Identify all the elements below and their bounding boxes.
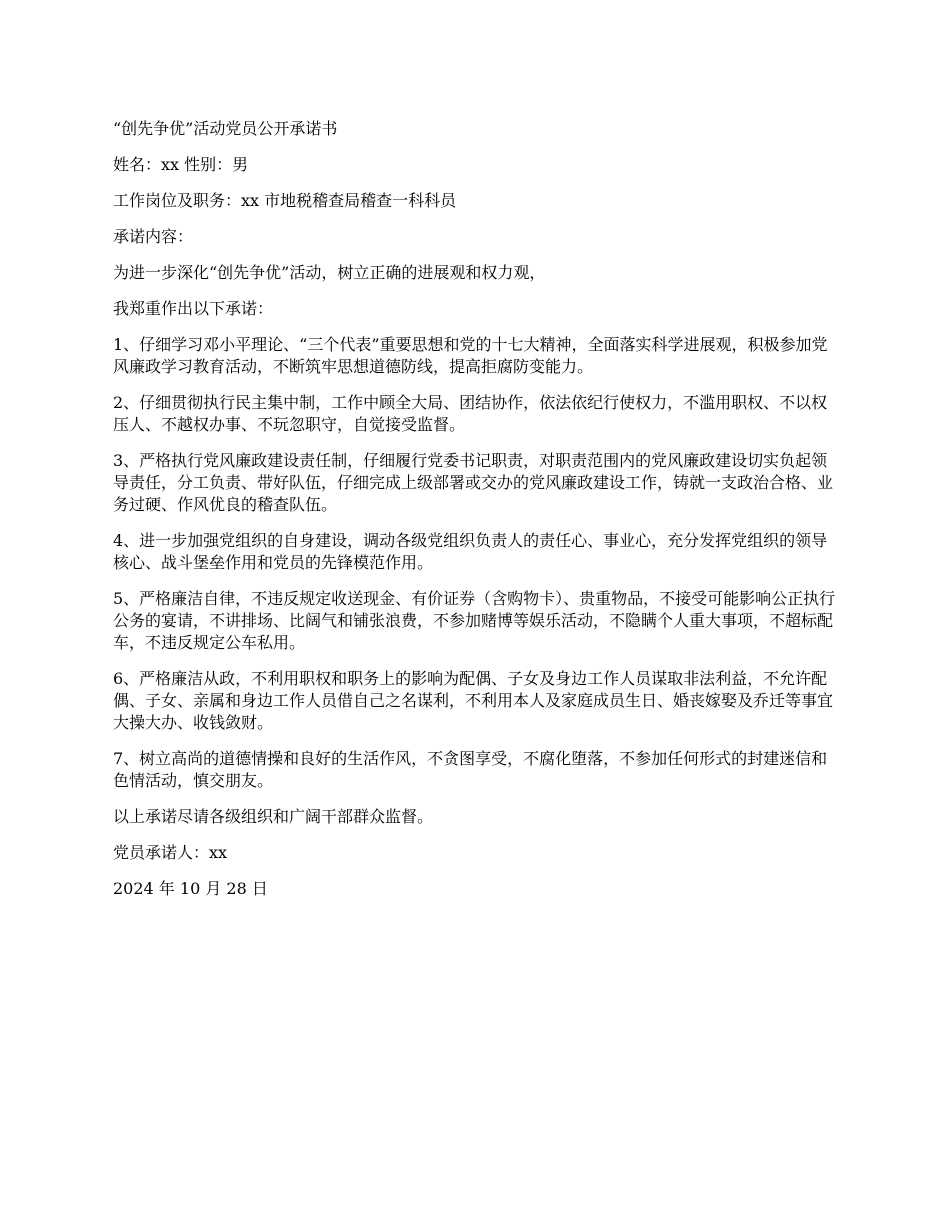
promise-item-3: 3、严格执行党风廉政建设责任制，仔细履行党委书记职责，对职责范围内的党风廉政建设切实负起领导责任，分工负责、带好队伍，仔细完成上级部署或交办的党风廉政建设工作，铸就一支政治合格、业务过硬、作风优良的稽查队伍。 [113,451,834,514]
signer-line: 党员承诺人：xx [113,843,228,862]
document-title: “创先争优”活动党员公开承诺书 [113,119,338,138]
promise-item-5: 5、严格廉洁自律，不违反规定收送现金、有价证券（含购物卡）、贵重物品，不接受可能影响公正执行公务的宴请，不讲排场、比阔气和铺张浪费，不参加赌博等娱乐活动，不隐瞒个人重大事项，不超标配车，不违反规定公车私用。 [113,589,836,652]
name-gender-line: 姓名：xx 性别：男 [113,155,249,174]
position-line: 工作岗位及职务：xx 市地税稽查局稽查一科科员 [113,191,457,210]
content-heading: 承诺内容： [113,227,194,246]
promise-item-2: 2、仔细贯彻执行民主集中制，工作中顾全大局、团结协作，依法依纪行使权力，不滥用职权、不以权压人、不越权办事、不玩忽职守，自觉接受监督。 [113,393,828,434]
closing-statement: 以上承诺尽请各级组织和广阔干部群众监督。 [113,807,434,826]
promise-item-6: 6、严格廉洁从政，不利用职权和职务上的影响为配偶、子女及身边工作人员谋取非法利益，不允许配偶、子女、亲属和身边工作人员借自己之名谋利，不利用本人及家庭成员生日、婚丧嫁娶及乔迁等事宜大操大办、收钱敛财。 [113,669,834,732]
promise-item-4: 4、进一步加强党组织的自身建设，调动各级党组织负责人的责任心、事业心，充分发挥党组织的领导核心、战斗堡垒作用和党员的先锋模范作用。 [113,531,828,572]
intro-paragraph-2: 我郑重作出以下承诺： [113,299,274,318]
date-line: 2024 年 10 月 28 日 [113,879,268,898]
promise-item-1: 1、仔细学习邓小平理论、“三个代表”重要思想和党的十七大精神，全面落实科学进展观，积极参加党风廉政学习教育活动，不断筑牢思想道德防线，提高拒腐防变能力。 [113,335,828,376]
intro-paragraph-1: 为进一步深化“创先争优”活动，树立正确的进展观和权力观， [113,263,546,282]
promise-item-7: 7、树立高尚的道德情操和良好的生活作风，不贪图享受，不腐化堕落，不参加任何形式的封建迷信和色情活动，慎交朋友。 [113,749,828,790]
document-page [113,118,843,914]
